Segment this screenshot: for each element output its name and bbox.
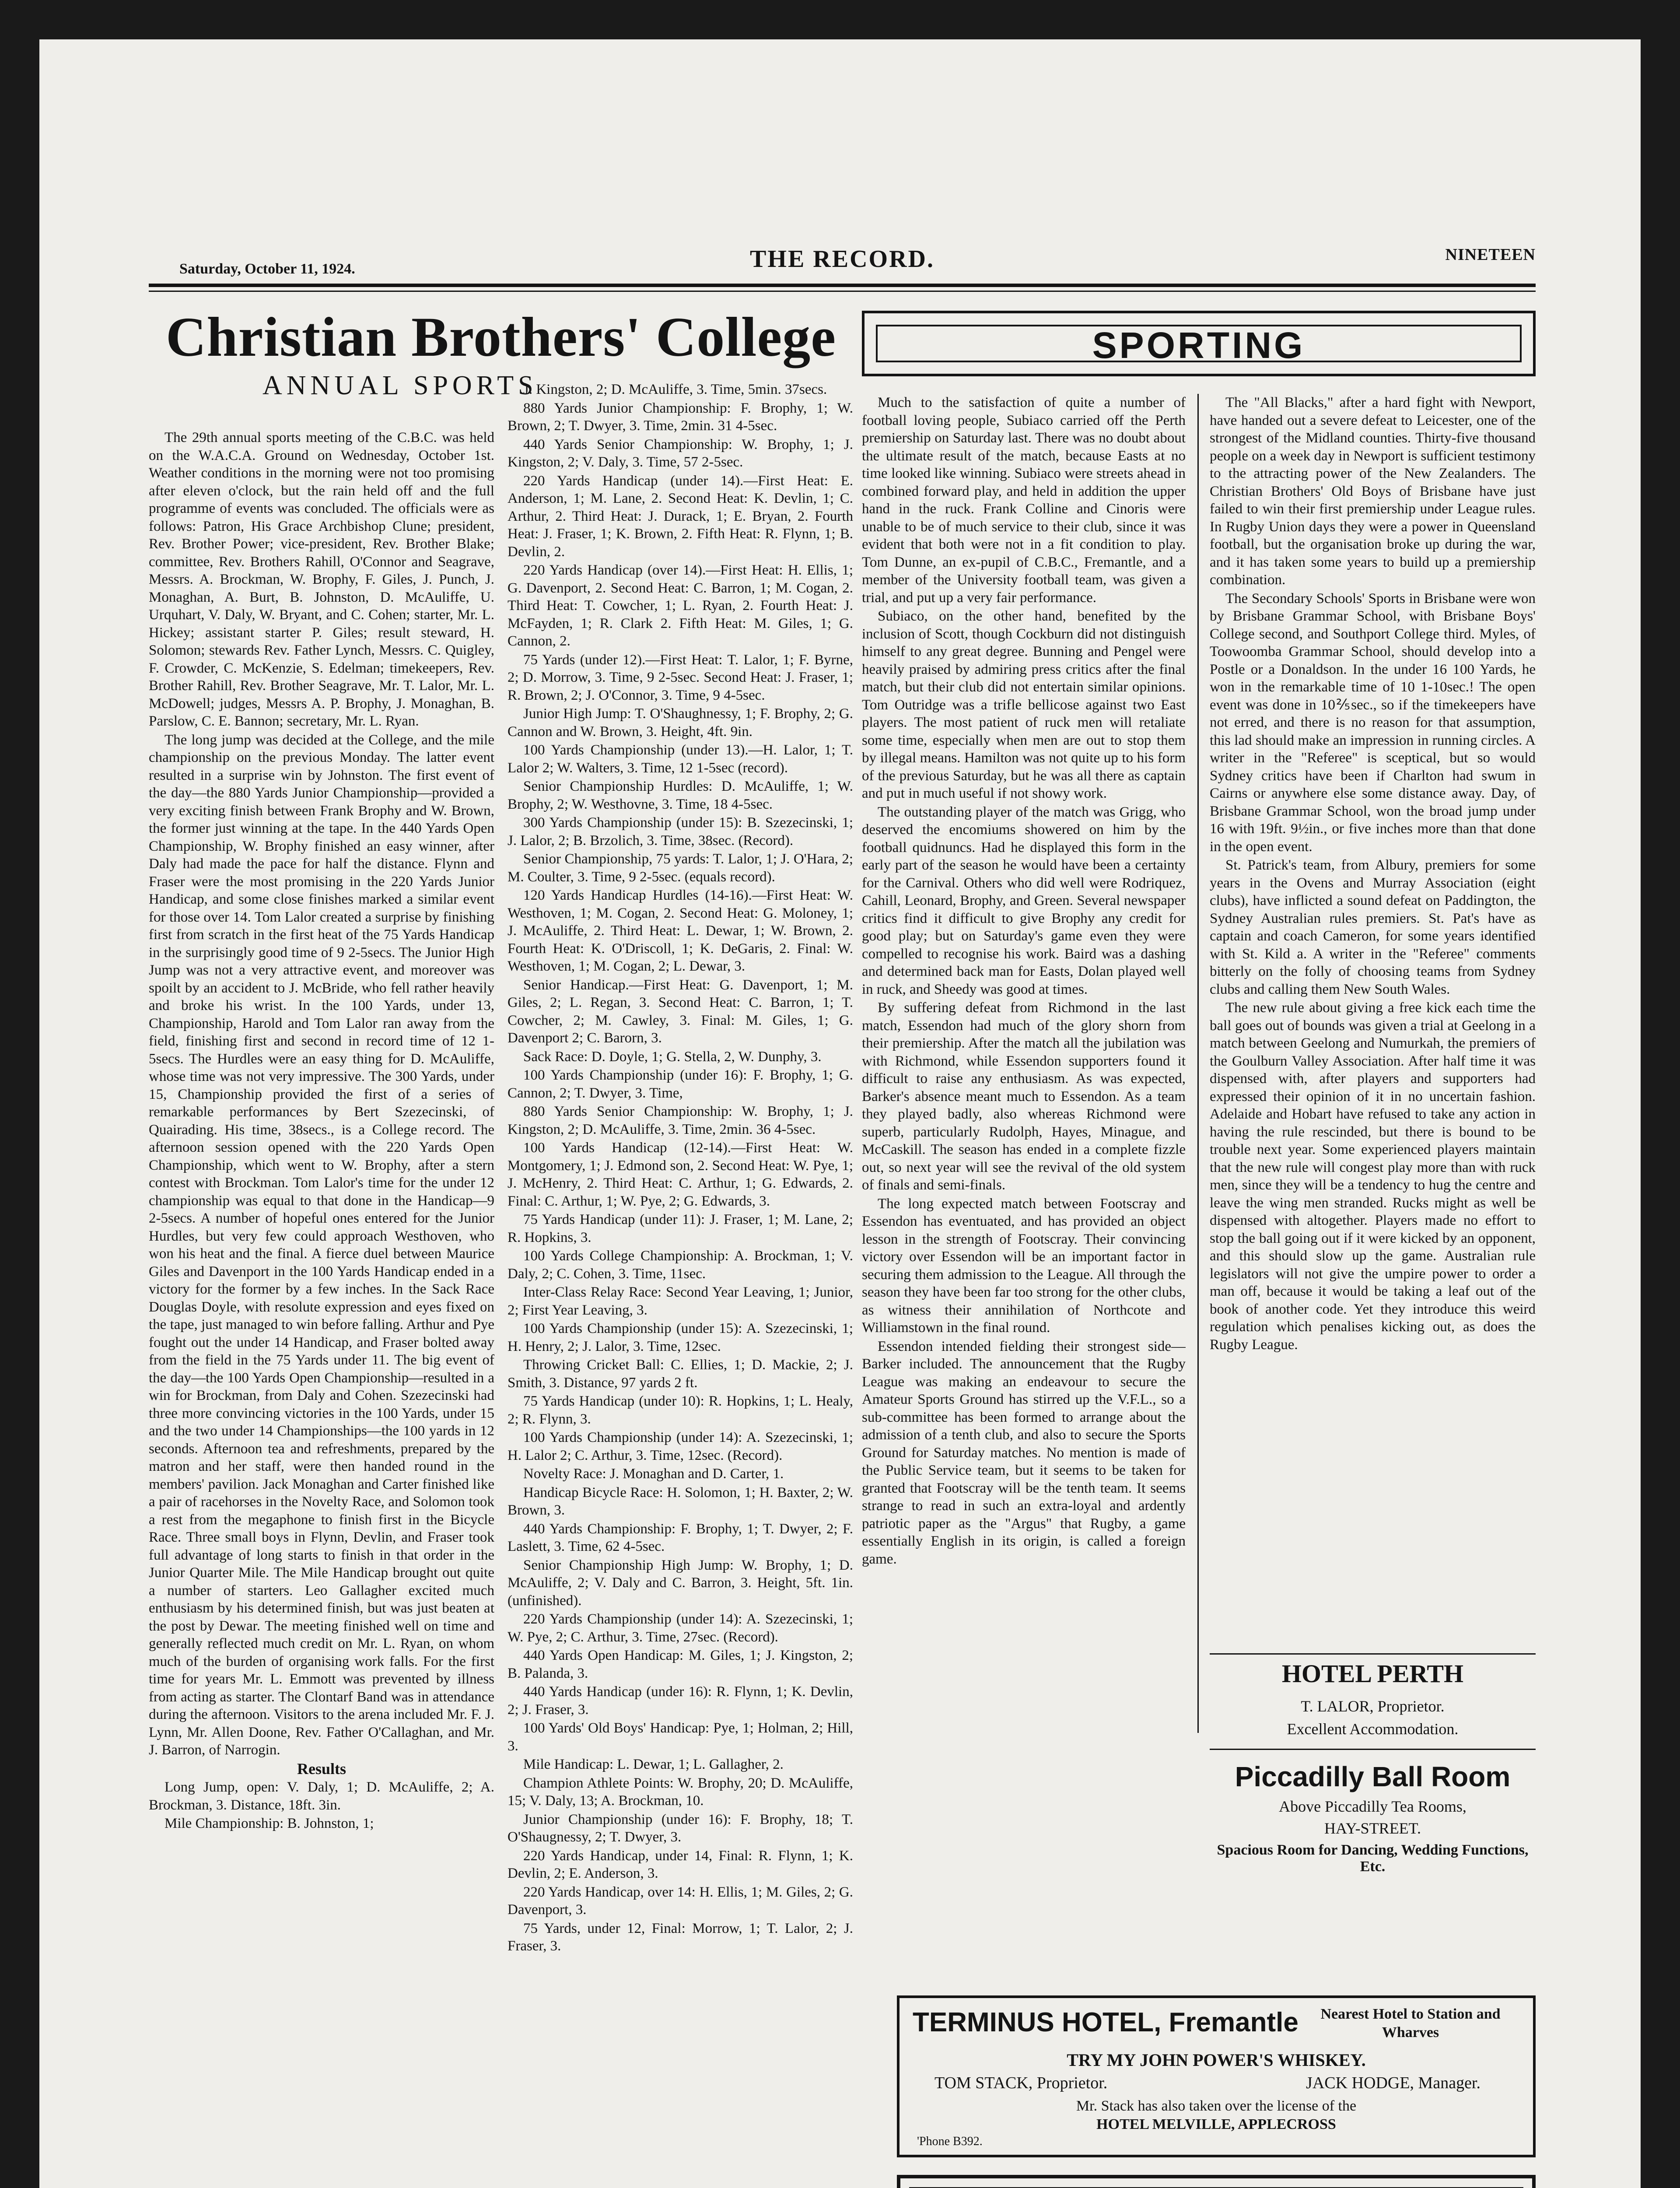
hotel-perth-proprietor: T. LALOR, Proprietor. [1301, 1697, 1445, 1715]
page-number: NINETEEN [1445, 245, 1536, 264]
terminus-also-line2: HOTEL MELVILLE, APPLECROSS [1096, 2116, 1336, 2132]
paragraph: The new rule about giving a free kick each time the ball goes out of bounds was given a trial at Geelong in a match between Geelong and Numurkah, the premiers of the Goulburn Valley Association. After half time it was dispensed with, after players and supporters had expressed their opinion of it in no uncertain fashion. Adelaide and Hobart have refused to take any action in having the rule rescinded, but there is bound to be trouble next year. Some experienced players maintain that the new rule will congest play more than with ruck men, since they will be a tendency to hug the centre and leave the wing men stranded. Rucks might as well be dispensed with altogether. Players made no effort to stop the ball going out if it were kicked by an opponent, and this should slow up the game. Australian rule legislators will not give the umpire power to order a man off, because it would be taking a leaf out of the book of another code. Yet they introduce this weird regulation which penalises kicking out, as does the Rugby League. [1210, 1000, 1536, 1353]
result-item: 440 Yards Championship: F. Brophy, 1; T. Dwyer, 2; F. Laslett, 3. Time, 62 4-5sec. [508, 1521, 853, 1554]
terminus-also-line1: Mr. Stack has also taken over the license of the [1076, 2098, 1357, 2114]
hotel-perth-tagline: Excellent Accommodation. [1287, 1720, 1459, 1738]
result-item: Senior Championship Hurdles: D. McAuliffe, 1; W. Brophy, 2; W. Westhovne, 3. Time, 18 4-5sec. [508, 778, 853, 812]
terminus-name: TERMINUS HOTEL, Fremantle [913, 2007, 1298, 2037]
result-item: 220 Yards Championship (under 14): A. Szezecinski, 1; W. Pye, 2; C. Arthur, 3. Time, 27sec. (Record). [508, 1611, 853, 1645]
paragraph: The outstanding player of the match was Grigg, who deserved the encomiums showered on him by the football quidnuncs. Had he displayed this form in the early part of the season he would have been a certainty for the Carnival. Others who did well were Rodriquez, Cahill, Leonard, Brophy, and Green. Several newspaper critics find it difficult to give Brophy any credit for good play; but on Saturday's game even they were compelled to recognise his work. Baird was a dashing and determined back man for Easts, Dolan played well in ruck, and Sheedy was good at times. [862, 804, 1186, 997]
paragraph: The 29th annual sports meeting of the C.B.C. was held on the W.A.C.A. Ground on Wednesday, October 1st. Weather conditions in the morning were not too promising after eleven o'clock, but the rain held off and the full programme of events was concluded. The officials were as follows: Patron, His Grace Archbishop Clune; president, Rev. Brother Power; vice-president, Rev. Brother Blake; committee, Rev. Brothers Rahill, O'Connor and Seagrave, Messrs. A. Brockman, W. Brophy, F. Giles, J. Punch, J. Monaghan, A. Burt, B. Johnston, D. McAuliffe, U. Urquhart, V. Daly, W. Bryant, and C. Cohen; starter, Mr. L. Hickey; assistant starter P. Giles; result steward, H. Solomon; stewards Rev. Father Lynch, Messrs. C. Quigley, F. Crowder, C. McKenzie, S. Edelman; timekeepers, Rev. Brother Rahill, Rev. Brother Seagrave, Mr. T. Lalor, Mr. L. McDowell; judges, Messrs A. P. Brophy, J. Monaghan, B. Parslow, C. E. Bannon; secretary, Mr. L. Ryan. [149, 430, 494, 729]
result-item: 220 Yards Handicap, over 14: H. Ellis, 1; M. Giles, 2; G. Davenport, 3. [508, 1884, 853, 1918]
result-item: Senior Championship High Jump: W. Brophy, 1; D. McAuliffe, 2; V. Daly and C. Barron, 3. Height, 5ft. 1in. (unfinished). [508, 1557, 853, 1609]
result-item: 880 Yards Junior Championship: F. Brophy, 1; W. Brown, 2; T. Dwyer, 3. Time, 2min. 31 4-5sec. [508, 400, 853, 434]
result-item: 100 Yards College Championship: A. Brockman, 1; V. Daly, 2; C. Cohen, 3. Time, 11sec. [508, 1248, 853, 1282]
result-item: 75 Yards Handicap (under 11): J. Fraser, 1; M. Lane, 2; R. Hopkins, 3. [508, 1212, 853, 1245]
piccadilly-name: Piccadilly Ball Room [1235, 1761, 1511, 1792]
result-item: 75 Yards, under 12, Final: Morrow, 1; T. Lalor, 2; J. Fraser, 3. [508, 1920, 853, 1954]
emu-bitter-ad [897, 2175, 1536, 2188]
terminus-try: TRY MY JOHN POWER'S WHISKEY. [1067, 2050, 1366, 2070]
result-item: Throwing Cricket Ball: C. Ellies, 1; D. Mackie, 2; J. Smith, 3. Distance, 97 yards 2 ft. [508, 1357, 853, 1391]
result-item: 440 Yards Open Handicap: M. Giles, 1; J. Kingston, 2; B. Palanda, 3. [508, 1648, 853, 1681]
paragraph: Much to the satisfaction of quite a number of football loving people, Subiaco carried off the Perth premiership on Saturday last. There was no doubt about the ultimate result of the match, because Easts at no time looked like winning. Subiaco were streets ahead in combined forward play, and held in addition the upper hand in the ruck. Frank Colline and Cinoris were unable to be of much service to their club, since it was evident that both were not in a fit condition to play. Tom Dunne, an ex-pupil of C.B.C., Fremantle, and a member of the University football team, was given a trial, and put up a very fair performance. [862, 395, 1186, 606]
cbc-column-1 [149, 429, 494, 2188]
paragraph: St. Patrick's team, from Albury, premiers for some years in the Ovens and Murray Association (eight clubs), have inflicted a sound defeat on Paddington, the Sydney Australian rules premiers. St. Pat's have as captain and coach Cameron, for some years identified with St. Kild a. A writer in the "Referee" comments bitterly on the folly of choosing teams from Sydney clubs and calling them New South Wales. [1210, 857, 1536, 997]
sporting-section [862, 306, 1536, 2188]
column-divider [1197, 394, 1199, 1733]
piccadilly-line3: Spacious Room for Dancing, Wedding Functions, Etc. [1217, 1842, 1529, 1875]
result-item: 100 Yards' Old Boys' Handicap: Pye, 1; Holman, 2; Hill, 3. [508, 1720, 853, 1754]
sporting-column-1 [862, 394, 1186, 1733]
paragraph: Subiaco, on the other hand, benefited by the inclusion of Scott, though Cockburn did not distinguish himself to any great degree. Bunning and Pengel were heavily praised by admiring press critics after the final match, but their club did not entertain similar opinions. Tom Outridge was a trifle bellicose against two East players. The most patient of ruck men will retaliate some time, especially when men are out to stop them by illegal means. Hamilton was not quite up to his form of the previous Saturday, but he was all there as captain and put in much useful if not showy work. [862, 608, 1186, 801]
result-item: Novelty Race: J. Monaghan and D. Carter, 1. [523, 1466, 784, 1482]
result-item: 100 Yards Championship (under 15): A. Szezecinski, 1; H. Henry, 2; J. Lalor, 3. Time, 12sec. [508, 1321, 853, 1354]
ad-rule [1210, 1653, 1536, 1655]
result-item: 220 Yards Handicap (over 14).—First Heat: H. Ellis, 1; G. Davenport, 2. Second Heat: C. Barron, 1; M. Cogan, 2. Third Heat: T. Cowcher, 1; L. Ryan, 2. Fourth Heat: J. McFayden, 1; R. Clark 2. Fifth Heat: M. Giles, 1; G. Cannon, 2. [508, 562, 853, 649]
page-header [149, 223, 1536, 280]
result-item: 440 Yards Senior Championship: W. Brophy, 1; J. Kingston, 2; V. Daly, 3. Time, 57 2-5sec. [508, 436, 853, 470]
hotel-ads [1210, 1650, 1536, 1956]
masthead-title: THE RECORD. [750, 245, 934, 273]
result-item: 75 Yards Handicap (under 10): R. Hopkins, 1; L. Healy, 2; R. Flynn, 3. [508, 1393, 853, 1427]
terminus-phone: 'Phone B392. [917, 2135, 983, 2148]
result-item: 100 Yards Handicap (12-14).—First Heat: W. Montgomery, 1; J. Edmond son, 2. Second Heat: W. Pye, 1; J. McHenry, 2. Third Heat: C. Arthur, 1; G. Edwards, 2. Final: C. Arthur, 1; W. Pye, 2; G. Edwards, 3. [508, 1140, 853, 1209]
result-item: Junior Championship (under 16): F. Brophy, 18; T. O'Shaugnessy, 2; T. Dwyer, 3. [508, 1811, 853, 1845]
terminus-proprietor: TOM STACK, Proprietor. [934, 2074, 1108, 2092]
result-item: Long Jump, open: V. Daly, 1; D. McAuliffe, 2; A. Brockman, 3. Distance, 18ft. 3in. [149, 1779, 494, 1813]
terminus-hotel-ad [897, 1995, 1536, 2157]
paragraph: Essendon intended fielding their strongest side—Barker included. The announcement that the Rugby League was making an endeavour to secure the Amateur Sports Ground has stirred up the V.F.L., so a sub-committee has been formed to arrange about the admission of a tenth club, and also to secure the Sports Ground for Saturday matches. No mention is made of the Public Service team, but it seems to be taken for granted that Footscray will be the tenth team. It seems strange to read in such an extra-loyal and ardently patriotic paper as the "Argus" that Rugby, a game essentially English in its origin, is called a foreign game. [862, 1338, 1186, 1567]
ad-rule [1210, 1749, 1536, 1750]
sporting-title: SPORTING [876, 325, 1522, 362]
terminus-manager: JACK HODGE, Manager. [1306, 2074, 1480, 2092]
result-item: 120 Yards Handicap Hurdles (14-16).—First Heat: W. Westhoven, 1; M. Cogan, 2. Second Heat: G. Moloney, 1; J. McAuliffe, 2. Third Heat: L. Dewar, 1; W. Brown, 2. Fourth Heat: K. O'Driscoll, 1; K. DeGaris, 2. Final: W. Westhoven, 1; M. Cogan, 2; L. Dewar, 3. [508, 887, 853, 974]
results-heading: Results [297, 1760, 346, 1778]
terminus-also [900, 2097, 1533, 2134]
paragraph: The "All Blacks," after a hard fight with Newport, have handed out a severe defeat to Leicester, one of the strongest of the Midland counties. Thirty-five thousand people on a week day in Newport is sufficient testimony to the attracting power of the New Zealanders. The Christian Brothers' Old Boys of Brisbane have just failed to win their first premiership under League rules. In Rugby Union days they were a power in Queensland football, but the organisation broke up during the war, and it has taken some years to build up a premiership combination. [1210, 395, 1536, 588]
result-item: Inter-Class Relay Race: Second Year Leaving, 1; Junior, 2; First Year Leaving, 3. [508, 1284, 853, 1318]
sporting-banner [862, 311, 1536, 376]
result-item: Mile Handicap: L. Dewar, 1; L. Gallagher, 2. [523, 1757, 784, 1772]
piccadilly-line1: Above Piccadilly Tea Rooms, [1279, 1798, 1466, 1815]
cbc-headline: Christian Brothers' College [165, 306, 836, 368]
hotel-perth-name: HOTEL PERTH [1281, 1659, 1464, 1688]
result-item: 880 Yards Senior Championship: W. Brophy, 1; J. Kingston, 2; D. McAuliffe, 3. Time, 2min. 36 4-5sec. [508, 1104, 853, 1137]
header-rule-thick [149, 284, 1536, 287]
paragraph: The long expected match between Footscray and Essendon has eventuated, and has provided an object lesson in the strength of Footscray. Their convincing victory over Essendon will be an important factor in securing them admission to the League. All through the season they have been far too strong for the other clubs, as witness their annihilation of Northcote and Williamstown in the final round. [862, 1196, 1186, 1336]
result-item: 100 Yards Championship (under 14): A. Szezecinski, 1; H. Lalor 2; C. Arthur, 3. Time, 12sec. (Record). [508, 1430, 853, 1463]
paragraph: By suffering defeat from Richmond in the last match, Essendon had much of the glory shorn from their premiership. After the match all the jubilation was with Richmond, while Essendon supporters found it difficult to raise any enthusiasm. As was expected, Barker's absence meant much to Essendon. As a team they played badly, also whereas Richmond were superb, particularly Rudolph, Hayes, Minague, and McCaskill. The season has ended in a complete fizzle out, so next year will see the revival of the old system of finals and semi-finals. [862, 1000, 1186, 1193]
paragraph: The Secondary Schools' Sports in Brisbane were won by Brisbane Grammar School, with Brisbane Boys' College second, and Southport College third. Myles, of Toowoomba Grammar School, should develop into a Postle or a Donaldson. In the under 16 100 Yards, he won in the remarkable time of 10 1-10sec.! The open event was done in 10⅖sec., so if the timekeepers have not erred, and there is no reason for that assumption, this lad should make an impression in running circles. A writer in the "Referee" is sceptical, but so would Sydney critics have been if Charlton had swum in Cairns or anywhere else some distance away. Day, of Brisbane Grammar School, won the broad jump under 16 with 19ft. 9½in., or five inches more than that done in the open event. [1210, 590, 1536, 855]
cbc-subheadline: ANNUAL SPORTS [262, 371, 538, 400]
result-item: Handicap Bicycle Race: H. Solomon, 1; H. Baxter, 2; W. Brown, 3. [508, 1484, 853, 1518]
cbc-column-2 [508, 381, 853, 2188]
result-item: 440 Yards Handicap (under 16): R. Flynn, 1; K. Devlin, 2; J. Fraser, 3. [508, 1684, 853, 1718]
result-item: Junior High Jump: T. O'Shaughnessy, 1; F. Brophy, 2; G. Cannon and W. Brown, 3. Height, 4ft. 9in. [508, 706, 853, 740]
sporting-column-2 [1210, 394, 1536, 1637]
result-item: Senior Championship, 75 yards: T. Lalor, 1; J. O'Hara, 2; M. Coulter, 3. Time, 9 2-5sec. (equals record). [508, 851, 853, 885]
header-rule-thin [149, 291, 1536, 292]
result-item: 300 Yards Championship (under 15): B. Szezecinski, 1; J. Lalor, 2; B. Brzolich, 3. Time, 38sec. (Record). [508, 815, 853, 849]
issue-date: Saturday, October 11, 1924. [179, 261, 355, 277]
result-item: Senior Handicap.—First Heat: G. Davenport, 1; M. Giles, 2; L. Regan, 3. Second Heat: C. Barron, 1; T. Cowcher, 2; M. Cawley, 3. Final: M. Giles, 1; G. Davenport 2; C. Barorn, 3. [508, 977, 853, 1046]
result-item: Sack Race: D. Doyle, 1; G. Stella, 2, W. Dunphy, 3. [523, 1048, 822, 1065]
result-item: 100 Yards Championship (under 13).—H. Lalor, 1; T. Lalor 2; W. Walters, 3. Time, 12 1-5sec (record). [508, 742, 853, 776]
newspaper-sheet [39, 39, 1641, 2188]
result-item: 75 Yards (under 12).—First Heat: T. Lalor, 1; F. Byrne, 2; D. Morrow, 3. Time, 9 2-5sec. Second Heat: J. Fraser, 1; R. Brown, 2; J. O'Connor, 3. Time, 9 4-5sec. [508, 652, 853, 703]
newspaper-page [149, 223, 1536, 2188]
result-item: Mile Championship: B. Johnston, 1; [164, 1816, 374, 1831]
result-item: J. Kingston, 2; D. McAuliffe, 3. Time, 5min. 37secs. [523, 382, 827, 397]
result-item: Champion Athlete Points: W. Brophy, 20; D. McAuliffe, 15; V. Daly, 13; A. Brockman, 10. [508, 1775, 853, 1809]
piccadilly-line2: HAY-STREET. [1324, 1820, 1421, 1837]
terminus-nearest: Nearest Hotel to Station and Wharves [1320, 2006, 1501, 2041]
paragraph: The long jump was decided at the College, and the mile championship on the previous Monday. The latter event resulted in a surprise win by Johnston. The first event of the day—the 880 Yards Junior Championship—provided a very exciting finish between Frank Brophy and W. Brown, the former just winning at the tape. In the 440 Yards Open Championship, W. Brophy finished an easy winner, after Daly had made the pace for half the distance. Flynn and Fraser were the most promising in the 220 Yards Junior Handicap, and some close finishes marked a similar event for those over 14. Tom Lalor created a surprise by finishing first from scratch in the first heat of the 75 Yards Handicap in the surprisingly good time of 9 2-5secs. The Junior High Jump was not a very attractive event, and moreover was spoilt by an accident to J. McBride, who fell rather heavily and broke his wrist. In the 100 Yards, under 13, Championship, Harold and Tom Lalor ran away from the field, finishing first and second in record time of 12 1-5secs. The Hurdles were an easy thing for D. McAuliffe, whose time was not very impressive. The 300 Yards, under 15, Championship provided the first of a series of remarkable performances by Bert Szezecinski, of Quairading. His time, 38secs., is a College record. The afternoon session opened with the 220 Yards Open Championship, which went to W. Brophy, after a stern contest with Brockman. Tom Lalor's time for the under 12 championship was equal to that done in the Handicap—9 2-5secs. A number of hopeful ones entered for the Junior Hurdles, but very few could approach Westhoven, who won his heat and the final. A fierce duel between Maurice Giles and Davenport in the 100 Yards Handicap ended in a victory for the former by a few inches. In the Sack Race Douglas Doyle, with resolute expression and eyes fixed on the tape, just managed to win before falling. Arthur and Pye fought out the under 14 Handicap, and Fraser bolted away from the field in the 75 Yards under 11. The big event of the day—the 100 Yards Open Championship—resulted in a win for Brockman, from Daly and Cohen. Szezecinski had three more convincing victories in the 100 Yards, under 15 and the two under 14 Championships—the 100 yards in 12 seconds. Afternoon tea and refreshments, prepared by the matron and her staff, were then handed round in the members' pavilion. Jack Monaghan and Carter finished like a pair of racehorses in the Novelty Race, and Solomon took a rest from the megaphone to finish first in the Bicycle Race. Three small boys in Flynn, Devlin, and Fraser took full advantage of long starts to finish in that order in the Junior Quarter Mile. The Mile Handicap brought out quite a number of starters. Leo Gallagher excited much enthusiasm by his determined finish, but was just beaten at the post by Dewar. The meeting finished well on time and generally reflected much credit on Mr. L. Ryan, on whom much of the burden of organising work falls. For the first time for years Mr. L. Emmott was prevented by illness from acting as starter. The Clontarf Band was in attendance during the afternoon. Visitors to the arena included Mr. F. J. Lynn, Mr. Allen Doone, Rev. Father O'Callaghan, and Mr. J. Barron, of Narrogin. [149, 732, 494, 1758]
result-item: 220 Yards Handicap (under 14).—First Heat: E. Anderson, 1; M. Lane, 2. Second Heat: K. Devlin, 1; C. Arthur, 2. Third Heat: J. Durack, 1; E. Bryan, 2. Fourth Heat: J. Fraser, 1; K. Brown, 2. Fifth Heat: R. Flynn, 1; B. Devlin, 2. [508, 473, 853, 560]
cbc-article [149, 306, 853, 2188]
result-item: 220 Yards Handicap, under 14, Final: R. Flynn, 1; K. Devlin, 2; E. Anderson, 3. [508, 1848, 853, 1881]
result-item: 100 Yards Championship (under 16): F. Brophy, 1; G. Cannon, 2; T. Dwyer, 3. Time, [508, 1067, 853, 1101]
